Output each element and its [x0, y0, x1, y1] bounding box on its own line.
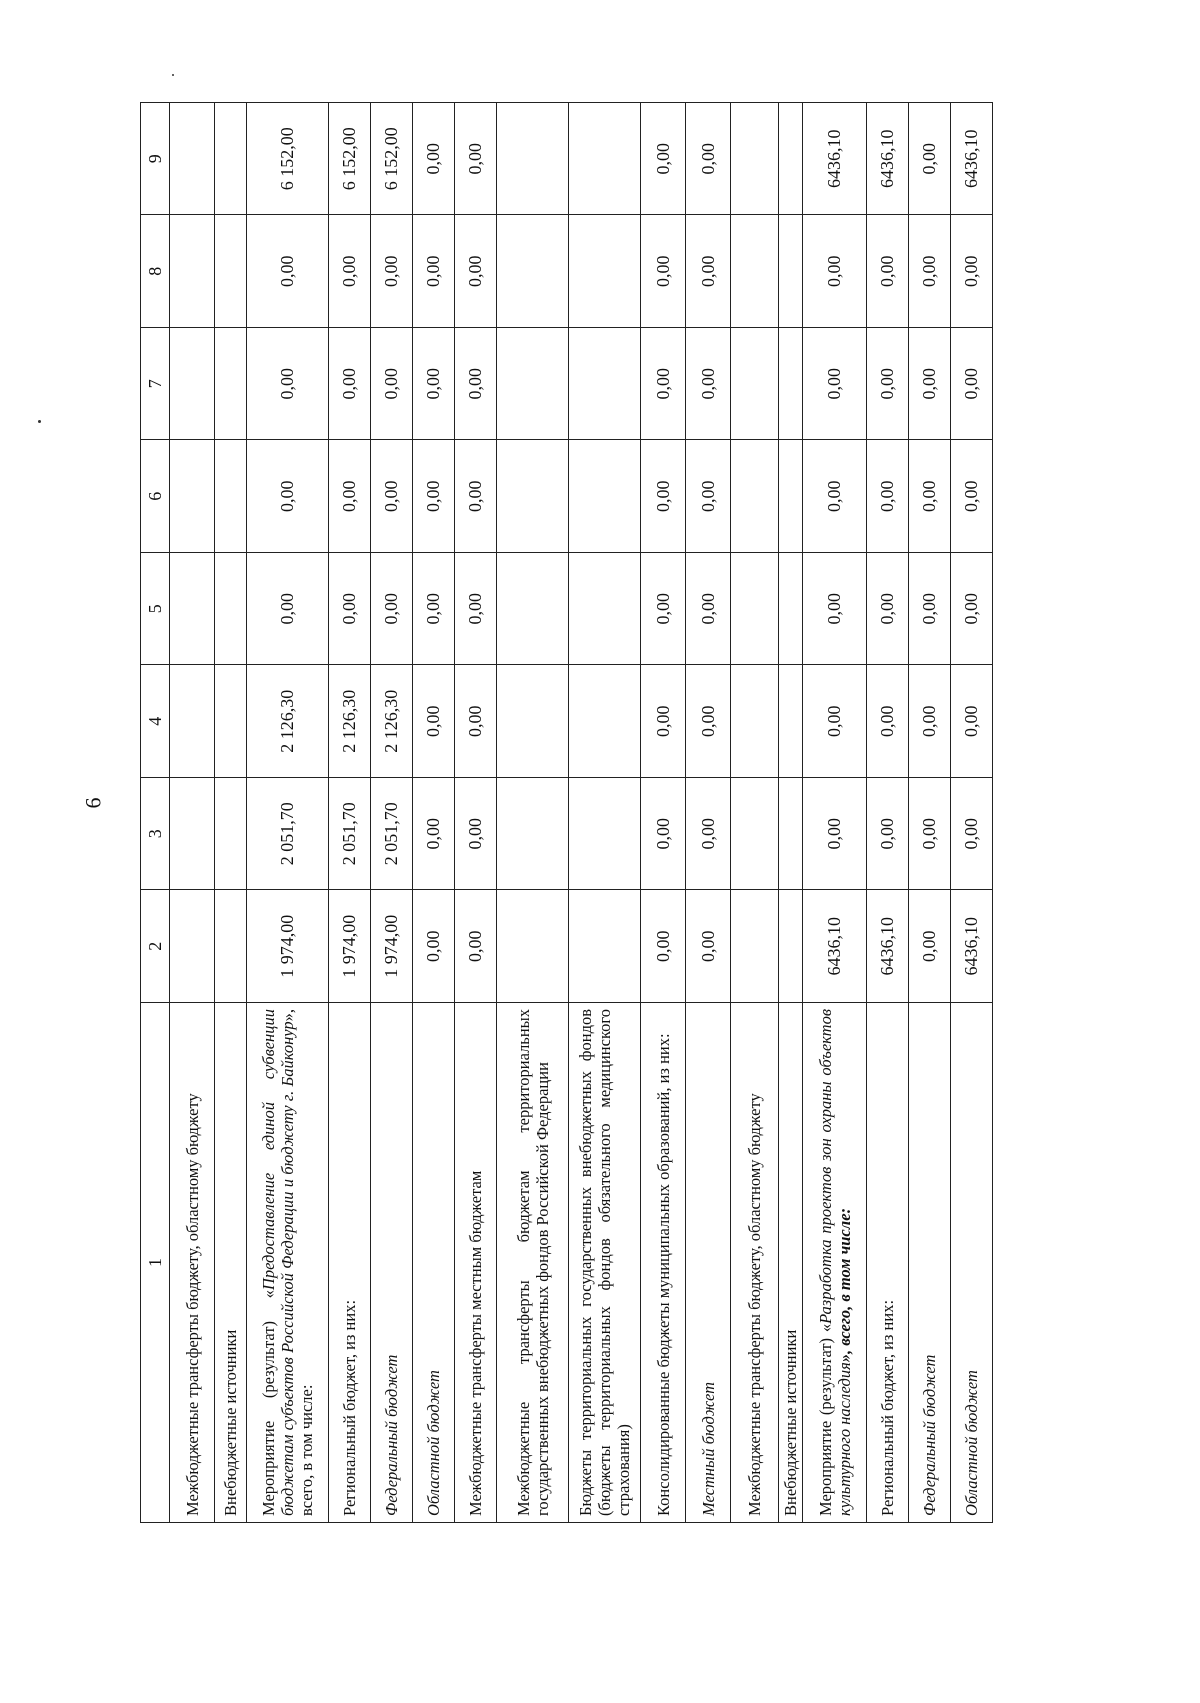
cell: 6436,10 — [867, 890, 909, 1003]
cell — [779, 778, 803, 891]
cell: 0,00 — [329, 440, 371, 553]
table-row — [371, 103, 413, 1523]
label-suffix: », всего, в том числе: — [278, 1009, 316, 1516]
cell: 0,00 — [641, 778, 686, 891]
cell — [170, 778, 215, 891]
column-header-9: 9 — [141, 103, 170, 216]
cell — [497, 328, 569, 441]
cell: 2 126,30 — [247, 665, 329, 778]
cell: 6 152,00 — [329, 103, 371, 216]
cell: 0,00 — [455, 665, 497, 778]
cell — [779, 553, 803, 666]
cell — [170, 890, 215, 1003]
cell — [569, 440, 641, 553]
table-row — [497, 103, 569, 1523]
cell: 0,00 — [686, 890, 731, 1003]
label-title: Разработка проектов зон охраны объектов культурного наследия — [815, 1009, 854, 1516]
cell: 0,00 — [867, 328, 909, 441]
row-label: Межбюджетные трансферты бюджетам территориальных государственных внебюджетных фондов Российской Федерации — [497, 1003, 569, 1523]
cell — [497, 440, 569, 553]
cell — [569, 665, 641, 778]
row-label: Местный бюджет — [686, 1003, 731, 1523]
cell: 6 152,00 — [247, 103, 329, 216]
table-row — [455, 103, 497, 1523]
cell: 0,00 — [803, 215, 867, 328]
cell: 0,00 — [641, 103, 686, 216]
table-frame — [140, 103, 1165, 1523]
row-label: Федеральный бюджет — [909, 1003, 951, 1523]
cell — [497, 553, 569, 666]
cell — [779, 328, 803, 441]
cell: 0,00 — [329, 553, 371, 666]
cell — [731, 215, 779, 328]
cell: 0,00 — [413, 328, 455, 441]
cell — [731, 665, 779, 778]
cell: 0,00 — [413, 665, 455, 778]
cell: 6436,10 — [867, 103, 909, 216]
cell: 0,00 — [641, 553, 686, 666]
cell — [731, 890, 779, 1003]
label-prefix: Мероприятие (результат) « — [815, 1323, 835, 1516]
cell — [170, 215, 215, 328]
cell: 0,00 — [909, 440, 951, 553]
cell — [170, 665, 215, 778]
cell — [170, 328, 215, 441]
table-row — [951, 103, 993, 1523]
table-row — [247, 103, 329, 1523]
cell: 2 051,70 — [247, 778, 329, 891]
cell: 2 126,30 — [371, 665, 413, 778]
table-row — [803, 103, 867, 1523]
row-label: Бюджеты территориальных государственных внебюджетных фондов (бюджеты территориальных фондов обязательного медицинского страхования) — [569, 1003, 641, 1523]
cell: 1 974,00 — [329, 890, 371, 1003]
table-row — [731, 103, 779, 1523]
cell: 6 152,00 — [371, 103, 413, 216]
cell: 0,00 — [455, 215, 497, 328]
cell — [569, 215, 641, 328]
table-row — [779, 103, 803, 1523]
table-row — [909, 103, 951, 1523]
cell: 0,00 — [909, 665, 951, 778]
column-header-3: 3 — [141, 778, 170, 891]
cell: 0,00 — [867, 665, 909, 778]
cell: 0,00 — [686, 215, 731, 328]
cell — [215, 553, 247, 666]
cell — [779, 440, 803, 553]
row-label — [803, 1003, 867, 1523]
cell: 0,00 — [803, 665, 867, 778]
cell: 0,00 — [247, 553, 329, 666]
column-header-5: 5 — [141, 553, 170, 666]
column-header-7: 7 — [141, 328, 170, 441]
cell: 0,00 — [867, 440, 909, 553]
cell — [731, 440, 779, 553]
cell: 2 051,70 — [371, 778, 413, 891]
cell — [569, 328, 641, 441]
cell — [779, 215, 803, 328]
row-label: Областной бюджет — [951, 1003, 993, 1523]
cell: 0,00 — [686, 328, 731, 441]
cell: 1 974,00 — [247, 890, 329, 1003]
cell: 0,00 — [909, 103, 951, 216]
cell: 0,00 — [247, 440, 329, 553]
cell: 0,00 — [371, 553, 413, 666]
cell: 0,00 — [951, 440, 993, 553]
cell: 0,00 — [909, 553, 951, 666]
cell — [170, 440, 215, 553]
cell: 0,00 — [803, 328, 867, 441]
row-label — [247, 1003, 329, 1523]
row-label: Областной бюджет — [413, 1003, 455, 1523]
cell: 0,00 — [455, 778, 497, 891]
cell: 0,00 — [686, 440, 731, 553]
cell — [731, 553, 779, 666]
cell: 0,00 — [686, 665, 731, 778]
row-label: Региональный бюджет, из них: — [329, 1003, 371, 1523]
cell: 6436,10 — [803, 890, 867, 1003]
row-label: Консолидированные бюджеты муниципальных образований, из них: — [641, 1003, 686, 1523]
cell — [731, 778, 779, 891]
cell: 0,00 — [803, 440, 867, 553]
cell: 0,00 — [329, 215, 371, 328]
cell — [779, 890, 803, 1003]
cell: 0,00 — [455, 553, 497, 666]
column-header-4: 4 — [141, 665, 170, 778]
cell — [215, 778, 247, 891]
budget-table — [140, 102, 993, 1523]
table-row — [867, 103, 909, 1523]
row-label: Межбюджетные трансферты бюджету, областному бюджету — [170, 1003, 215, 1523]
cell — [497, 665, 569, 778]
cell: 6436,10 — [951, 890, 993, 1003]
cell: 0,00 — [909, 215, 951, 328]
table-row — [569, 103, 641, 1523]
cell: 0,00 — [951, 778, 993, 891]
cell: 0,00 — [413, 553, 455, 666]
cell: 0,00 — [455, 440, 497, 553]
cell: 0,00 — [909, 778, 951, 891]
cell — [569, 103, 641, 216]
cell: 0,00 — [641, 665, 686, 778]
cell: 0,00 — [867, 215, 909, 328]
table-row — [641, 103, 686, 1523]
cell — [497, 103, 569, 216]
cell: 0,00 — [455, 328, 497, 441]
label-suffix: », всего, в том числе: — [834, 1207, 854, 1363]
cell — [215, 215, 247, 328]
cell — [497, 890, 569, 1003]
cell: 0,00 — [413, 103, 455, 216]
cell: 0,00 — [803, 553, 867, 666]
cell: 0,00 — [371, 440, 413, 553]
cell: 2 051,70 — [329, 778, 371, 891]
cell: 0,00 — [641, 440, 686, 553]
table-row — [215, 103, 247, 1523]
cell — [170, 103, 215, 216]
cell: 0,00 — [951, 215, 993, 328]
cell: 0,00 — [247, 215, 329, 328]
cell — [215, 103, 247, 216]
cell: 0,00 — [247, 328, 329, 441]
cell: 0,00 — [686, 103, 731, 216]
cell: 0,00 — [371, 328, 413, 441]
cell: 2 126,30 — [329, 665, 371, 778]
table-row — [686, 103, 731, 1523]
cell: 0,00 — [413, 890, 455, 1003]
cell: 0,00 — [867, 553, 909, 666]
cell: 0,00 — [455, 890, 497, 1003]
row-label: Межбюджетные трансферты бюджету, областному бюджету — [731, 1003, 779, 1523]
cell: 0,00 — [686, 553, 731, 666]
column-header-6: 6 — [141, 440, 170, 553]
cell — [497, 215, 569, 328]
cell: 1 974,00 — [371, 890, 413, 1003]
cell — [569, 890, 641, 1003]
cell: 0,00 — [455, 103, 497, 216]
cell: 6436,10 — [803, 103, 867, 216]
cell — [215, 890, 247, 1003]
cell: 0,00 — [951, 665, 993, 778]
column-header-8: 8 — [141, 215, 170, 328]
column-header-2: 2 — [141, 890, 170, 1003]
header-row — [141, 103, 170, 1523]
scan-speck — [172, 74, 174, 76]
cell: 0,00 — [329, 328, 371, 441]
cell: 0,00 — [371, 215, 413, 328]
cell: 0,00 — [909, 328, 951, 441]
cell — [731, 103, 779, 216]
cell — [215, 328, 247, 441]
cell — [779, 665, 803, 778]
row-label: Региональный бюджет, из них: — [867, 1003, 909, 1523]
cell — [215, 665, 247, 778]
cell — [569, 553, 641, 666]
cell: 0,00 — [951, 553, 993, 666]
cell: 0,00 — [641, 215, 686, 328]
scan-speck — [38, 420, 41, 423]
cell — [170, 553, 215, 666]
cell — [497, 778, 569, 891]
table-row — [170, 103, 215, 1523]
cell: 0,00 — [867, 778, 909, 891]
cell — [215, 440, 247, 553]
row-label: Внебюджетные источники — [779, 1003, 803, 1523]
cell — [731, 328, 779, 441]
cell: 0,00 — [951, 328, 993, 441]
row-label: Внебюджетные источники — [215, 1003, 247, 1523]
cell: 0,00 — [686, 778, 731, 891]
cell: 0,00 — [413, 440, 455, 553]
cell: 0,00 — [803, 778, 867, 891]
cell: 0,00 — [641, 890, 686, 1003]
row-label: Межбюджетные трансферты местным бюджетам — [455, 1003, 497, 1523]
cell: 6436,10 — [951, 103, 993, 216]
page-number: 6 — [80, 797, 106, 809]
cell — [779, 103, 803, 216]
table-row — [329, 103, 371, 1523]
label-prefix: Мероприятие (результат) « — [259, 1290, 278, 1516]
cell: 0,00 — [413, 778, 455, 891]
label-title: Предоставление единой субвенции бюджетам субъектов Российской Федерации и бюджету г. Байконур — [259, 1009, 297, 1516]
cell: 0,00 — [413, 215, 455, 328]
table-row — [413, 103, 455, 1523]
cell: 0,00 — [641, 328, 686, 441]
cell: 0,00 — [909, 890, 951, 1003]
row-label: Федеральный бюджет — [371, 1003, 413, 1523]
cell — [569, 778, 641, 891]
column-header-1: 1 — [141, 1003, 170, 1523]
